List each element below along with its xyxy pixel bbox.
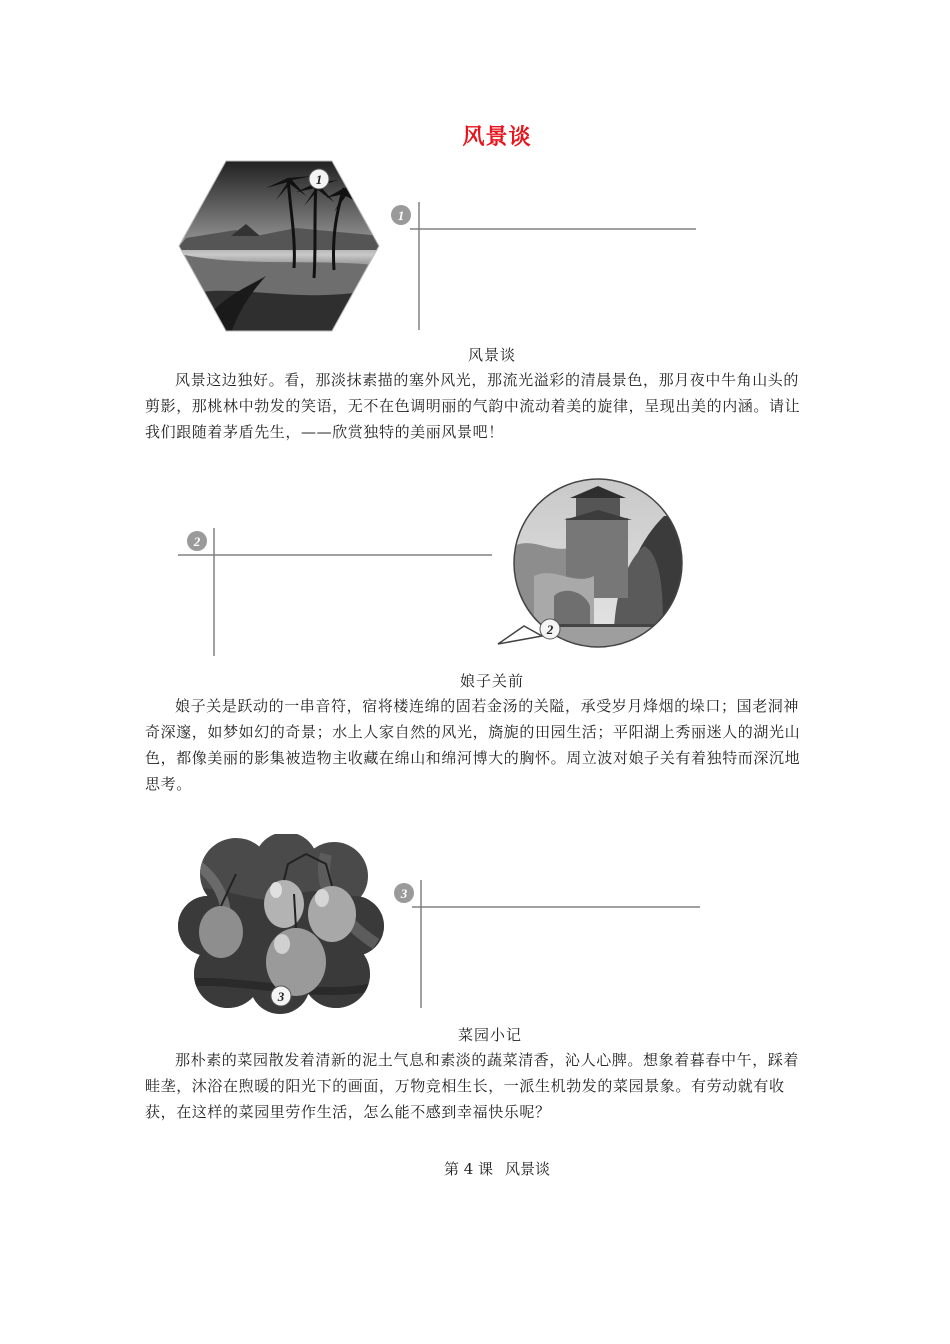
- section-caption-3: 菜园小记: [458, 1026, 523, 1044]
- answer-lines-3: [390, 878, 702, 1010]
- page-title: 风景谈: [462, 125, 532, 150]
- answer-lines-1: [388, 200, 698, 332]
- badge-3: 3: [277, 989, 285, 1004]
- footer-name: 风景谈: [505, 1160, 551, 1178]
- section-caption-1: 风景谈: [468, 346, 517, 364]
- badge-2: 2: [546, 622, 554, 637]
- page-footer: [0, 1158, 950, 1179]
- section-text-1: 风景这边独好。看，那淡抹素描的塞外风光，那流光溢彩的清晨景色，那月夜中牛角山头的剪影，那桃林中勃发的笑语，无不在色调明丽的气韵中流动着美的旋律，呈现出美的内涵。请让我们跟随着茅盾先生，——欣赏独特的美丽风景吧！: [145, 371, 801, 441]
- svg-text:1: 1: [397, 208, 405, 223]
- footer-lesson: 第 4 课: [443, 1160, 494, 1178]
- section-caption-2: 娘子关前: [460, 672, 525, 690]
- section-text-2: 娘子关是跃动的一串音符，宿将楼连绵的固若金汤的关隘，承受岁月烽烟的垛口；国老洞神奇深邃，如梦如幻的奇景；水上人家自然的风光，旖旎的田园生活；平阳湖上秀丽迷人的湖光山色，都像美丽的影集被造物主收藏在绵山和绵河博大的胸怀。周立波对娘子关有着独特而深沉地思考。: [145, 697, 801, 793]
- badge-1: 1: [315, 172, 323, 187]
- niangziguan-circle-image: [494, 476, 690, 652]
- svg-text:3: 3: [400, 886, 408, 901]
- section-text-3: 那朴素的菜园散发着清新的泥土气息和素淡的蔬菜清香，沁人心脾。想象着暮春中午，踩着畦垄，沐浴在煦暖的阳光下的画面，万物竞相生长，一派生机勃发的菜园景象。有劳动就有收获，在这样的菜园里劳作生活，怎么能不感到幸福快乐呢？: [145, 1051, 800, 1121]
- palm-beach-hexagon-image: [176, 158, 382, 334]
- svg-text:2: 2: [193, 534, 201, 549]
- answer-lines-2: [178, 526, 494, 658]
- tomato-cloud-image: [176, 834, 386, 1014]
